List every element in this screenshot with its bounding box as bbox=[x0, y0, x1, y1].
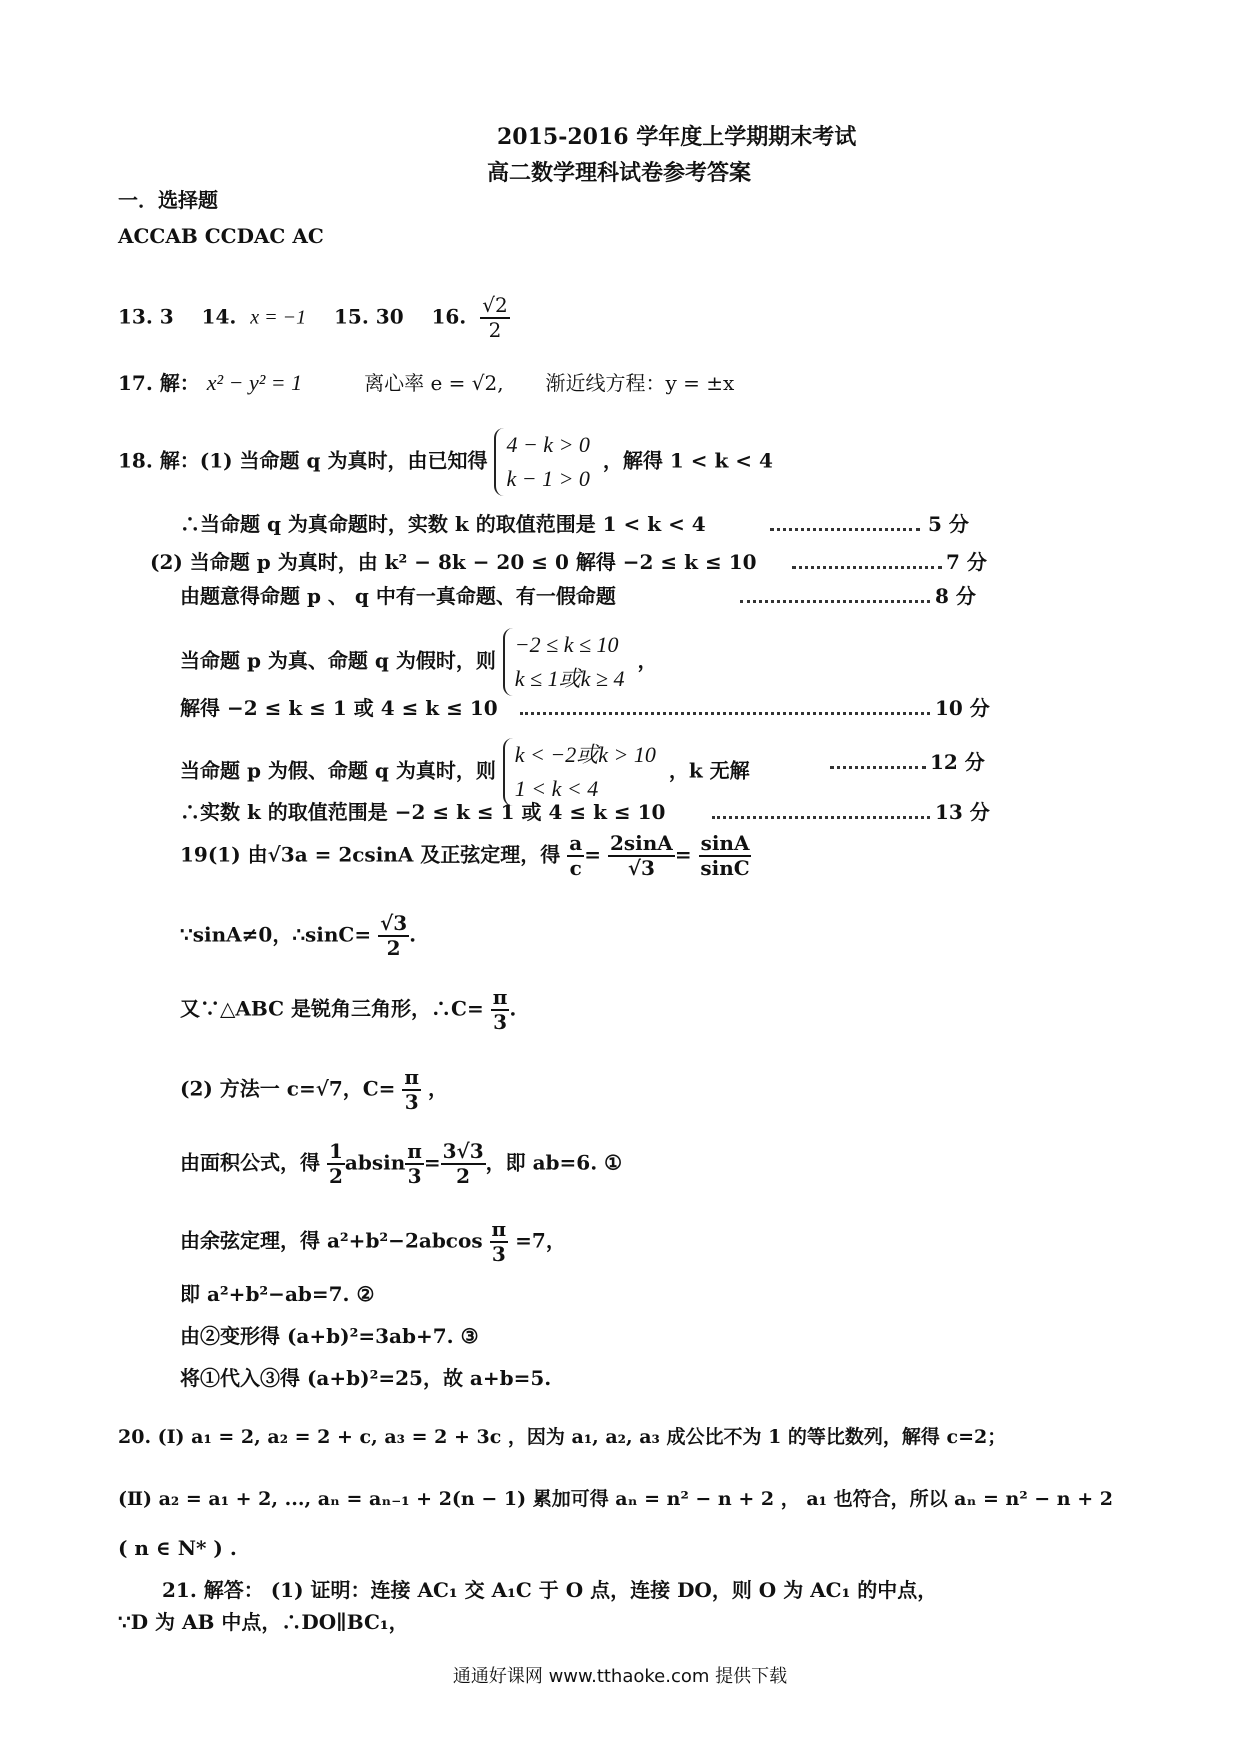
exam-subtitle: 高二数学理科试卷参考答案 bbox=[487, 160, 752, 186]
score-leader bbox=[770, 528, 920, 531]
q18-line-7: ∴实数 k 的取值范围是 −2 ≤ k ≤ 1 或 4 ≤ k ≤ 10 bbox=[180, 800, 666, 824]
q17-label: 17. 解： bbox=[118, 371, 200, 395]
q18-line-5: 解得 −2 ≤ k ≤ 1 或 4 ≤ k ≤ 10 bbox=[180, 696, 498, 720]
score-leader bbox=[520, 712, 930, 715]
score-leader bbox=[740, 600, 930, 603]
q19-line-8: 由②变形得 (a+b)²=3ab+7. ③ bbox=[180, 1324, 479, 1348]
exam-title: 2015-2016 学年度上学期期末考试 bbox=[497, 124, 857, 150]
section-choice-heading: 一．选择题 bbox=[118, 188, 218, 212]
answer-16-label: 16. bbox=[431, 304, 467, 329]
q21-line-2: ∵D 为 AB 中点，∴DO∥BC₁， bbox=[118, 1610, 409, 1634]
q18-line-1: ∴当命题 q 为真命题时，实数 k 的取值范围是 1 < k < 4 bbox=[180, 512, 706, 536]
score-5: 5 分 bbox=[928, 512, 969, 536]
score-12: 12 分 bbox=[930, 750, 985, 774]
fill-answers bbox=[118, 294, 510, 342]
q19-line-5: 由面积公式，得 $\frac{1}{2}$ absin $\frac{\pi}{3}$ = $\frac{3√3}{2}$ ，即 ab=6. ① bbox=[180, 1139, 623, 1188]
q18-line-4: 当命题 p 为真、命题 q 为假时，则 −2 ≤ k ≤ 10 k ≤ 1或k ≥ 4 ， bbox=[180, 628, 657, 696]
q18-system-2: −2 ≤ k ≤ 10 k ≤ 1或k ≥ 4 bbox=[503, 628, 631, 696]
q17-asymptote: 渐近线方程：y = ±x bbox=[545, 371, 735, 395]
q17-eccentricity: 离心率 e = √2, bbox=[364, 371, 504, 395]
q18-system-3: k < −2或k > 10 1 < k < 4 bbox=[503, 738, 662, 806]
q19-line-2: ∵sinA≠0，∴sinC= $\frac{√3}{2}$ . bbox=[180, 911, 417, 960]
q19-line-6: 由余弦定理，得 a²+b²−2abcos $\frac{\pi}{3}$ =7， bbox=[180, 1217, 566, 1266]
score-7: 7 分 bbox=[946, 550, 987, 574]
q19-line-3: 又∵△ABC 是锐角三角形，∴C= $\frac{\pi}{3}$ . bbox=[180, 985, 517, 1034]
q18-line-6: 当命题 p 为假、命题 q 为真时，则 k < −2或k > 10 1 < k < 4 ，k 无解 bbox=[180, 738, 750, 806]
page-footer: 通通好课网 www.tthaoke.com 提供下载 bbox=[452, 1666, 788, 1687]
q21-line-1: 21. 解答： (1) 证明：连接 AC₁ 交 A₁C 于 O 点，连接 DO，则 O 为 AC₁ 的中点， bbox=[162, 1578, 938, 1602]
score-8: 8 分 bbox=[935, 584, 976, 608]
answer-13: 13. 3 bbox=[118, 304, 174, 329]
score-10: 10 分 bbox=[935, 696, 990, 720]
answer-14-label: 14. bbox=[201, 304, 237, 329]
q17-equation: x² − y² = 1 bbox=[206, 370, 303, 395]
q18-line-2: (2) 当命题 p 为真时，由 k² − 8k − 20 ≤ 0 解得 −2 ≤ k ≤ 10 bbox=[150, 550, 757, 574]
q18-system-1: 4 − k > 0 k − 1 > 0 bbox=[494, 428, 595, 496]
answer-15: 15. 30 bbox=[334, 304, 404, 329]
q19-line-7: 即 a²+b²−ab=7. ② bbox=[180, 1282, 375, 1306]
q19-line-1: 19(1) 由√3a = 2csinA 及正弦定理，得 $\frac{a}{c}$ = $\frac{2\sin A}{√3}$ = $\frac{\sin A}{\sin C}$ bbox=[180, 831, 750, 880]
q20-line-1: 20. (Ⅰ) a₁ = 2, a₂ = 2 + c, a₃ = 2 + 3c ，因为 a₁, a₂, a₃ 成公比不为 1 的等比数列，解得 c=2； bbox=[118, 1426, 1007, 1448]
score-leader bbox=[830, 766, 926, 769]
q20-line-3: ( n ∈ N* ) . bbox=[118, 1536, 237, 1560]
q19-line-4: (2) 方法一 c=√7，C= $\frac{\pi}{3}$ ， bbox=[180, 1065, 449, 1114]
choice-answers: ACCAB CCDAC AC bbox=[118, 224, 324, 248]
score-leader bbox=[792, 566, 942, 569]
q20-line-2: (Ⅱ) a₂ = a₁ + 2, ..., aₙ = aₙ₋₁ + 2(n − 1) 累加可得 aₙ = n² − n + 2 ， a₁ 也符合，所以 aₙ = n² − n + 2 bbox=[118, 1488, 1113, 1510]
score-13: 13 分 bbox=[935, 800, 990, 824]
q18-intro: 18. 解：(1) 当命题 q 为真时，由已知得 4 − k > 0 k − 1 > 0 ，解得 1 < k < 4 bbox=[118, 428, 773, 496]
q18-line-3: 由题意得命题 p 、 q 中有一真命题、有一假命题 bbox=[180, 584, 616, 608]
q19-line-9: 将①代入③得 (a+b)²=25，故 a+b=5. bbox=[180, 1366, 552, 1390]
answer-16-fraction: $\frac{√2}{2}$ bbox=[482, 293, 508, 342]
score-leader bbox=[712, 816, 930, 819]
q17-line bbox=[118, 372, 734, 394]
answer-14-expr: x = −1 bbox=[250, 306, 307, 329]
